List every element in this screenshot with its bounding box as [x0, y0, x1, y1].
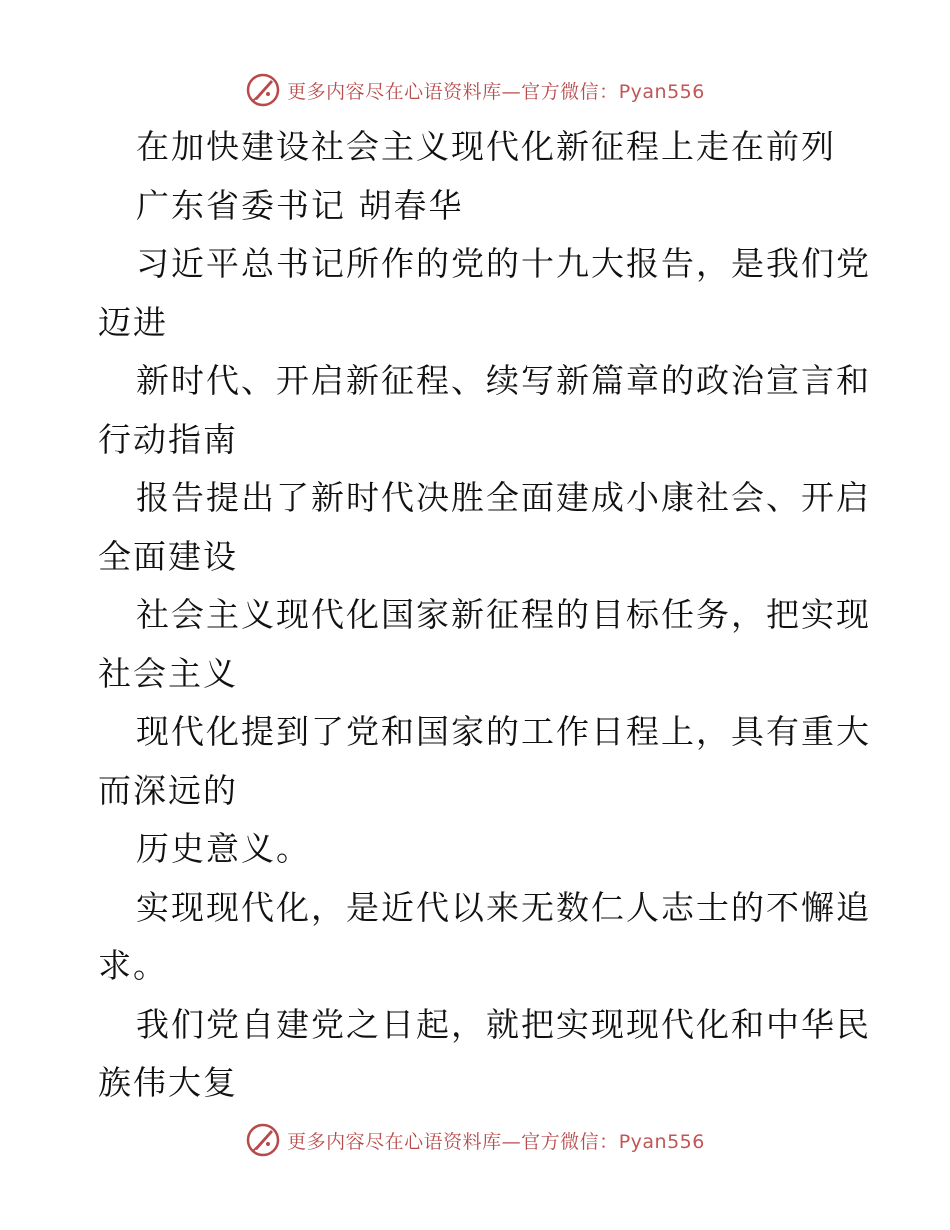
quill-logo-icon — [245, 1122, 281, 1158]
wechat-account: Pyan556 — [618, 1130, 705, 1153]
text-line: 社会主义 — [98, 653, 238, 693]
header-watermark — [0, 68, 950, 112]
text-line: 族伟大复 — [98, 1063, 238, 1102]
text-line: 社会主义现代化国家新征程的目标任务，把实现 — [136, 595, 871, 634]
text-line: 我们党自建党之日起，就把实现现代化和中华民 — [136, 1004, 871, 1044]
quill-logo-icon — [245, 72, 281, 108]
text-line: 在加快建设社会主义现代化新征程上走在前列 — [136, 127, 836, 166]
footer-watermark — [0, 1118, 950, 1162]
text-line: 行动指南 — [98, 419, 238, 459]
text-line: 现代化提到了党和国家的工作日程上，具有重大 — [136, 712, 871, 751]
text-line: 求。 — [98, 946, 168, 985]
text-line: 新时代、开启新征程、续写新篇章的政治宣言和 — [136, 361, 871, 400]
text-line: 迈进 — [98, 302, 168, 342]
text-line: 习近平总书记所作的党的十九大报告，是我们党 — [136, 244, 871, 283]
text-line: 全面建设 — [98, 536, 238, 576]
text-line: 广东省委书记 胡春华 — [136, 185, 464, 225]
text-line: 历史意义。 — [136, 829, 311, 868]
watermark-text: 更多内容尽在心语资料库—官方微信：Pyan556 — [287, 1130, 705, 1153]
text-line: 实现现代化，是近代以来无数仁人志士的不懈追 — [136, 887, 871, 927]
article-body — [98, 118, 871, 1113]
wechat-account: Pyan556 — [618, 80, 705, 103]
text-line: 报告提出了新时代决胜全面建成小康社会、开启 — [136, 478, 871, 517]
watermark-text: 更多内容尽在心语资料库—官方微信：Pyan556 — [287, 80, 705, 103]
text-line: 而深远的 — [98, 770, 238, 810]
